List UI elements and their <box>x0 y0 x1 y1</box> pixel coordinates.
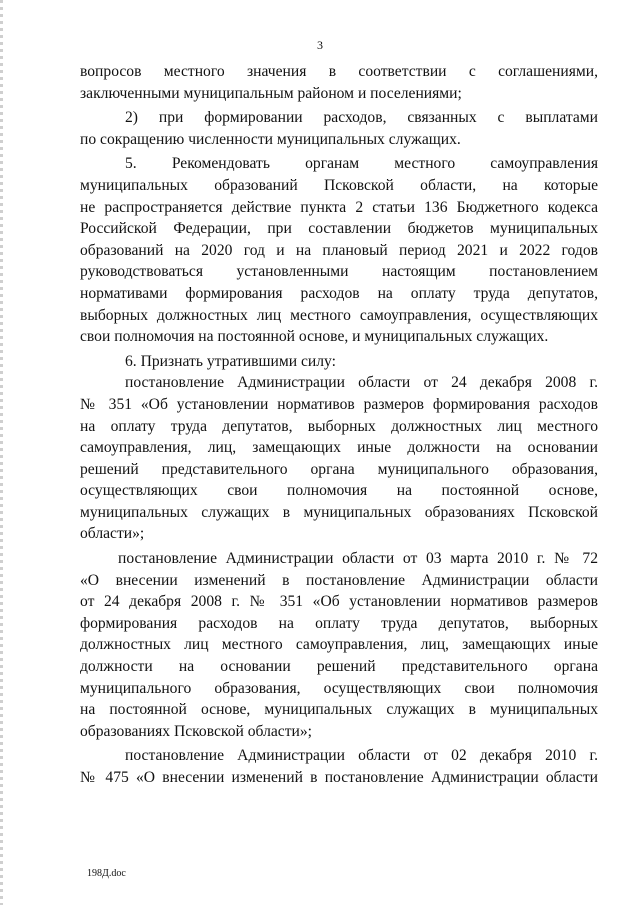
text-line: «О внесении изменений в постановление Администрации области <box>80 571 598 589</box>
footer-filename: 198Д.doc <box>87 868 126 879</box>
text-line: муниципальных образований Псковской области, на которые <box>80 176 598 194</box>
text-line: на оплату труда депутатов, выборных должностных лиц местного <box>80 417 598 435</box>
text-line: муниципальных служащих в муниципальных образованиях Псковской <box>80 503 598 521</box>
text-line: самоуправления, лиц, замещающих иные должности на основании <box>80 439 598 457</box>
text-line: решений представительного органа муниципального образования, <box>80 460 598 478</box>
text-line: заключенными муниципальным районом и поселениями; <box>80 84 462 102</box>
text-line: постановление Администрации области от 02 декабря 2010 г. <box>125 747 598 765</box>
text-line: области»; <box>80 525 145 543</box>
text-line: свои полномочия на постоянной основе, и муниципальных служащих. <box>80 328 549 346</box>
text-line: образований на 2020 год и на плановый период 2021 и 2022 годов <box>80 241 598 259</box>
text-line: выборных должностных лиц местного самоуправления, осуществляющих <box>80 306 598 324</box>
text-line: не распространяется действие пункта 2 статьи 136 Бюджетного кодекса <box>80 198 598 216</box>
text-line: по сокращению численности муниципальных служащих. <box>80 130 461 148</box>
text-line: нормативами формирования расходов на оплату труда депутатов, <box>80 284 598 302</box>
text-line: формирования расходов на оплату труда депутатов, выборных <box>80 614 598 632</box>
text-line: осуществляющих свои полномочия на постоянной основе, <box>80 482 598 500</box>
text-line: муниципального образования, осуществляющих свои полномочия <box>80 679 598 697</box>
text-line: № 351 «Об установлении нормативов размеров формирования расходов <box>80 395 598 413</box>
text-line: вопросов местного значения в соответствии с соглашениями, <box>80 63 598 80</box>
text-line: на постоянной основе, муниципальных служащих в муниципальных <box>80 701 598 719</box>
text-line: должности на основании решений представительного органа <box>80 658 598 676</box>
document-body <box>80 61 598 789</box>
text-line: 6. Признать утратившими силу: <box>125 352 336 370</box>
text-line: постановление Администрации области от 24 декабря 2008 г. <box>125 374 598 392</box>
text-line: должностных лиц местного самоуправления, лиц, замещающих иные <box>80 636 598 654</box>
scan-edge <box>0 0 3 905</box>
text-line: от 24 декабря 2008 г. № 351 «Об установлении нормативов размеров <box>80 593 598 611</box>
text-line: Российской Федерации, при составлении бюджетов муниципальных <box>80 220 598 238</box>
text-line: 2) при формировании расходов, связанных с выплатами <box>125 109 598 127</box>
page-number: 3 <box>317 38 323 52</box>
text-line: № 475 «О внесении изменений в постановление Администрации области <box>80 769 598 786</box>
text-line: 5. Рекомендовать органам местного самоуправления <box>125 155 598 173</box>
text-line: руководствоваться установленными настоящим постановлением <box>80 263 598 281</box>
text-line: постановление Администрации области от 03 марта 2010 г. № 72 <box>118 550 598 568</box>
text-line: образованиях Псковской области»; <box>80 722 312 740</box>
